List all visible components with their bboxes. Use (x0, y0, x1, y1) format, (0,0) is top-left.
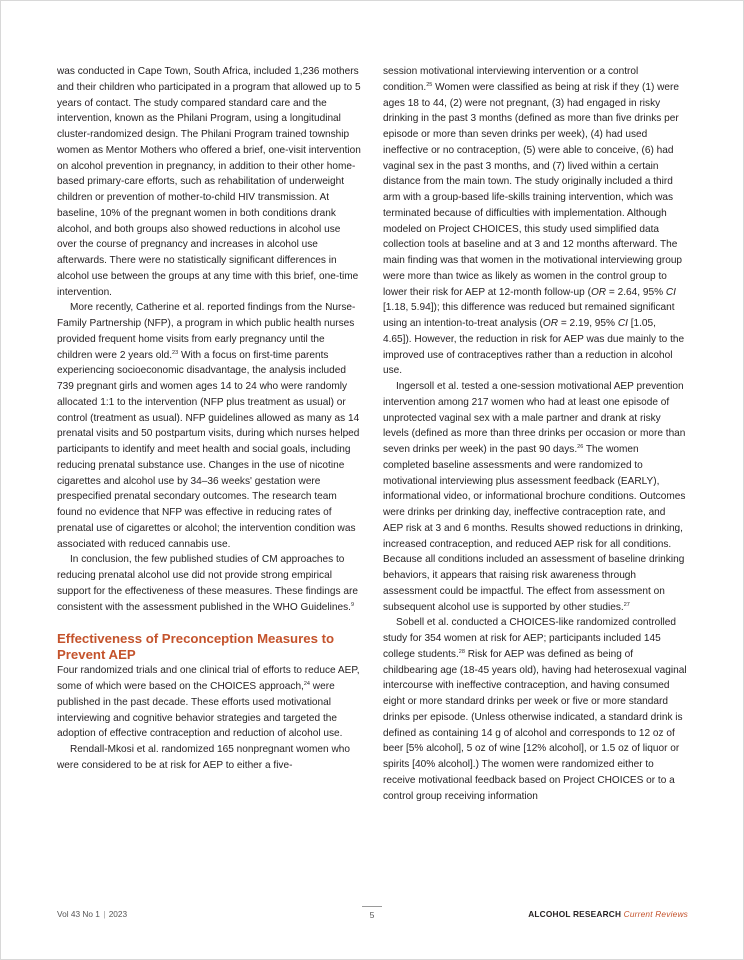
paragraph-text: Women were classified as being at risk if they (1) were ages 18 to 44, (2) were not pregnant, (3) had engaged in risky drinking in the past 3 months (defined as more than five drinks per episode or more than seven drinks per week), (4) had used ineffective or no contraception, (5) were able to conceive, (6) had vaginal sex in the past 3 months, and (7) lived within a certain distance from the main town. The study originally included a third arm with a group-based life-skills training intervention, which was terminated because of difficulties with implementation. Although modeled on Project CHOICES, this study used simplified data collection tools at baseline and at 3 and 12 months afterward. The main finding was that women in the motivational interviewing group were more than twice as likely as women in the control group to lower their risk for AEP at 12-month follow-up ( (383, 81, 683, 298)
page-number: 5 (369, 910, 375, 920)
paragraph (383, 615, 687, 804)
reference-marker: 23 (172, 349, 179, 356)
paragraph: Rendall-Mkosi et al. randomized 165 nonpregnant women who were considered to be at risk for AEP to either a five- (57, 744, 350, 771)
confidence-interval-label: CI (617, 318, 628, 329)
paragraph (57, 552, 361, 615)
paragraph-text: The women completed baseline assessments and were randomized to motivational interviewing plus assessment feedback (EARLY), informational video, or informational brochure conditions. Outcomes were drinks per drinking day, ineffective contraception rate, and AEP risk at 3 and 6 months. Results showed reductions in drinking, increased contraception, and reduced AEP risk for all conditions. Because all conditions included an assessment of baseline drinking behaviors, it appears that raising risk awareness through assessment could be impactful. The effect from assessment on subsequent alcohol use is supported by other studies. (383, 444, 686, 613)
reference-marker: 25 (426, 81, 433, 88)
paragraph-text: = 2.64, 95% (606, 286, 666, 298)
paragraph-text: Risk for AEP was defined as being of childbearing age (18-45 years old), having had heterosexual vaginal intercourse with ineffective contraception, and having consumed eight or more standard drinks per week or five or more standard drinks per episode. (Unless otherwise indicated, a standard drink is defined as containing 14 g of alcohol and corresponds to 12 oz of beer [5% alcohol], 5 oz of wine [12% alcohol], or 1.5 oz of liquor or spirits [40% alcohol].) The women were randomized either to receive motivational feedback based on Project CHOICES or to a control group receiving information (383, 648, 687, 802)
right-column (383, 64, 687, 804)
paragraph-text: In conclusion, the few published studies of CM approaches to reducing prenatal alcohol use did not provide strong empirical support for the effectiveness of these measures. These findings are consistent with the assessment published in the WHO Guidelines. (57, 554, 358, 613)
paragraph-text: = 2.19, 95% (558, 318, 618, 329)
footer-separator: | (103, 909, 106, 919)
paragraph-text: Ingersoll et al. tested a one-session motivational AEP prevention intervention among 217 women who had at least one episode of unprotected vaginal sex with a male partner and drank at risky levels (defined as more than three drinks per occasion or more than seven drinks per week) in the past 90 days. (383, 381, 686, 455)
page-number-block (362, 910, 382, 920)
paragraph (57, 663, 361, 742)
paragraph-text: [1.18, 5.94]); this difference was reduced but remained significant using an intention-to-treat analysis ( (383, 302, 675, 329)
left-column (57, 64, 361, 774)
paragraph (57, 300, 361, 552)
section-heading: Effectiveness of Preconception Measures to Prevent AEP (57, 631, 335, 663)
journal-tagline: Current Reviews (623, 909, 688, 919)
paragraph-text: More recently, Catherine et al. reported findings from the Nurse-Family Partnership (NFP), a program in which public health nurses provided frequent home visits from early pregnancy until the children were 2 years old. (57, 302, 356, 361)
confidence-interval-label: CI (665, 286, 676, 298)
paragraph-text: session motivational interviewing intervention or a control condition. (383, 66, 639, 93)
reference-marker: 27 (623, 601, 630, 608)
footer-volume (57, 909, 127, 919)
reference-marker: 26 (577, 444, 584, 450)
paragraph (383, 379, 687, 615)
page-number-rule (362, 906, 382, 907)
odds-ratio-label: OR (542, 318, 559, 329)
journal-name (528, 909, 688, 919)
paragraph-text: [1.05, 4.65]). However, the reduction in risk for AEP was due mainly to the improved use of contraceptives rather than a reduction in alcohol use. (383, 318, 685, 377)
paragraph-text: With a focus on first-time parents experiencing socioeconomic disadvantage, the analysis included 739 pregnant girls and women ages 14 to 24 who were randomly allocated 1:1 to the intervention (NFP plus treatment as usual) or control (treatment as usual). NFP guidelines allowed as many as 14 prenatal visits and 50 postpartum visits, during which nurses helped participants to identify and meet health and social goals, including reducing prenatal substance use. Changes in the use of nicotine cigarettes and alcohol use by 34–36 weeks' gestation were prespecified prenatal secondary outcomes. The research team found no evidence that NFP was effective in reducing rates of prenatal use of cigarettes or alcohol; the intervention condition was associated with reduced cannabis use. (57, 349, 360, 550)
journal-title: ALCOHOL RESEARCH (528, 909, 622, 919)
paragraph-text: Four randomized trials and one clinical trial of efforts to reduce AEP, some of which were based on the CHOICES approach, (57, 665, 360, 692)
publication-year: 2023 (108, 909, 128, 919)
odds-ratio-label: OR (590, 286, 607, 298)
reference-marker: 24 (303, 681, 310, 687)
paragraph-text: Sobell et al. conducted a CHOICES-like randomized controlled study for 354 women at risk for AEP; participants included 145 college students. (383, 617, 676, 660)
paragraph-text: were published in the past decade. These efforts used motivational interviewing and cognitive behavior strategies and targeted the adoption of effective contraception and reduction of alcohol use. (57, 681, 343, 740)
paragraph (383, 64, 687, 379)
reference-marker: 28 (458, 648, 465, 655)
reference-marker: 9 (351, 601, 355, 608)
paragraph: was conducted in Cape Town, South Africa, included 1,236 mothers and their children who participated in a program that allowed up to 5 years of contact. The study compared standard care and the intervention, known as the Philani Program, using a longitudinal cluster-randomized design. The Philani Program trained township women as Mentor Mothers who offered a brief, one-visit intervention on alcohol prevention in pregnancy, in addition to their other home-based primary-care efforts, such as rehabilitation of underweight children or prevention of mother-to-child HIV transmission. At baseline, 10% of the pregnant women in both conditions drank alcohol, and both groups also showed reductions in alcohol use over the course of pregnancy and increases in alcohol use afterwards. There were no statistically significant differences in alcohol use between the groups at any time with this brief, one-time intervention. (57, 66, 361, 298)
volume-issue: Vol 43 No 1 (57, 909, 100, 919)
